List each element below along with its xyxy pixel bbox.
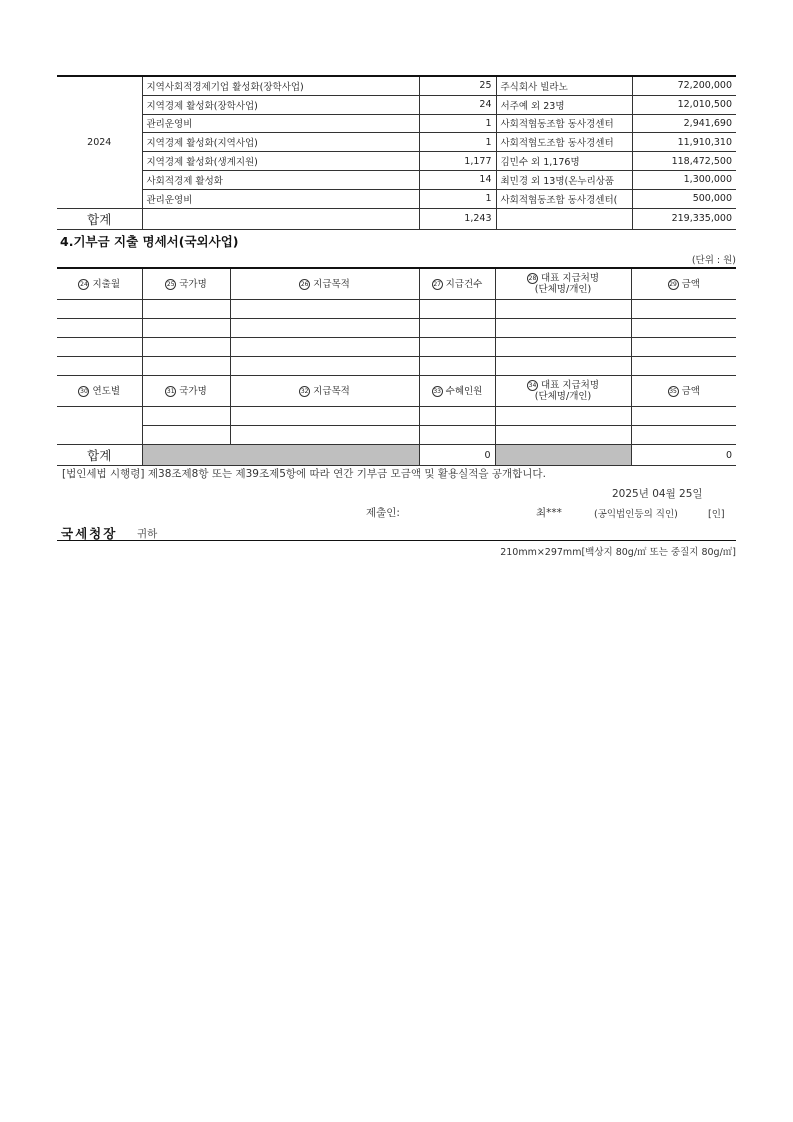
recipient-cell: 주식회사 빌라노 [496, 76, 632, 95]
empty-cell [230, 300, 419, 319]
count-cell: 1 [419, 133, 496, 152]
purpose-cell: 지역경제 활성화(생계지원) [142, 152, 419, 171]
submitter-label: 제출인: [366, 507, 400, 519]
year-cell [57, 407, 142, 445]
circled-number: 25 [166, 280, 175, 288]
empty-cell [495, 319, 631, 338]
recipient-honorific: 귀하 [137, 528, 158, 540]
circled-number: 31 [166, 387, 175, 395]
empty-cell [142, 208, 419, 229]
circled-number: 30 [80, 387, 88, 395]
empty-cell [419, 319, 495, 338]
domestic-donation-table [57, 75, 736, 230]
recipient-cell: 사회적협동조합 동사경센터( [496, 189, 632, 208]
table-row [57, 114, 736, 133]
empty-cell [419, 357, 495, 376]
header-label: 지급목적 [313, 278, 350, 290]
empty-cell [142, 338, 230, 357]
empty-cell [230, 407, 419, 426]
table-row [57, 357, 736, 376]
header-sublabel: (단체명/개인) [534, 284, 592, 295]
header-label: 연도별 [92, 385, 121, 397]
table-row [57, 338, 736, 357]
empty-cell [496, 208, 632, 229]
empty-cell [230, 426, 419, 445]
header-cell [419, 376, 495, 407]
purpose-cell: 지역경제 활성화(지역사업) [142, 133, 419, 152]
paper-spec: 210mm×297mm[백상지 80g/㎡ 또는 중질지 80g/㎡] [500, 547, 736, 558]
count-cell: 1,177 [419, 152, 496, 171]
empty-cell [142, 407, 230, 426]
header-cell [631, 268, 736, 300]
amount-cell: 12,010,500 [632, 95, 736, 114]
count-cell: 25 [419, 76, 496, 95]
header-label: 지출월 [92, 278, 121, 290]
empty-cell [230, 357, 419, 376]
submission-date: 2025년 04월 25일 [612, 488, 703, 500]
purpose-cell: 지역경제 활성화(장학사업) [142, 95, 419, 114]
header-cell [142, 376, 230, 407]
circled-number: 24 [80, 280, 88, 288]
header-cell [419, 268, 495, 300]
header-label: 국가명 [179, 278, 207, 290]
total-amount: 0 [631, 445, 736, 466]
table-row [57, 407, 736, 426]
submitter-role: (공익법인등의 직인) [594, 509, 678, 520]
empty-cell [495, 357, 631, 376]
empty-cell [631, 300, 736, 319]
purpose-cell: 관리운영비 [142, 114, 419, 133]
table-row [57, 170, 736, 189]
amount-cell: 11,910,310 [632, 133, 736, 152]
circled-number: 26 [300, 280, 309, 288]
header-label: 금액 [681, 385, 700, 397]
header-cell [230, 376, 419, 407]
header-label: 수혜인원 [445, 385, 483, 397]
empty-cell [230, 319, 419, 338]
empty-cell [631, 357, 736, 376]
empty-cell [631, 338, 736, 357]
empty-cell [142, 357, 230, 376]
total-amount: 219,335,000 [632, 208, 736, 229]
empty-cell [495, 338, 631, 357]
total-count: 0 [419, 445, 495, 466]
purpose-cell: 지역사회적경제기업 활성화(장학사업) [142, 76, 419, 95]
amount-cell: 2,941,690 [632, 114, 736, 133]
total-row [57, 208, 736, 229]
recipient-cell: 김민수 외 1,176명 [496, 152, 632, 171]
circled-number: 27 [433, 280, 441, 288]
table-row [57, 133, 736, 152]
count-cell: 1 [419, 189, 496, 208]
amount-cell: 500,000 [632, 189, 736, 208]
seal-mark: [인] [708, 509, 725, 520]
count-cell: 14 [419, 170, 496, 189]
empty-cell [419, 300, 495, 319]
circled-number: 32 [300, 387, 309, 395]
header-sublabel: (단체명/개인) [534, 391, 592, 402]
submitter-name: 최*** [536, 507, 562, 519]
header-cell [631, 376, 736, 407]
empty-cell [419, 407, 495, 426]
header-cell [495, 268, 631, 300]
header-label: 국가명 [179, 385, 207, 397]
legal-notice: [법인세법 시행령] 제38조제8항 또는 제39조제5항에 따라 연간 기부금 모금액 및 활용실적을 공개합니다. [62, 468, 546, 480]
header-row [57, 268, 736, 300]
header-label: 금액 [681, 278, 700, 290]
header-label: 대표 지급처명 [540, 380, 600, 391]
empty-cell [495, 407, 631, 426]
unit-label: (단위 : 원) [691, 255, 736, 266]
total-count: 1,243 [419, 208, 496, 229]
purpose-cell: 관리운영비 [142, 189, 419, 208]
empty-cell [57, 319, 142, 338]
empty-cell [631, 426, 736, 445]
header-cell [495, 376, 631, 407]
total-row [57, 445, 736, 466]
empty-cell [495, 426, 631, 445]
shaded-cell [142, 445, 419, 466]
table-row [57, 95, 736, 114]
count-cell: 1 [419, 114, 496, 133]
empty-cell [142, 300, 230, 319]
empty-cell [631, 407, 736, 426]
table-row [57, 319, 736, 338]
circled-number: 34 [528, 382, 537, 389]
header-label: 대표 지급처명 [540, 273, 600, 284]
table-row [57, 189, 736, 208]
header-cell [57, 376, 142, 407]
header-cell [230, 268, 419, 300]
empty-cell [142, 426, 230, 445]
amount-cell: 1,300,000 [632, 170, 736, 189]
empty-cell [57, 357, 142, 376]
recipient-cell: 사회적협동조합 동사경센터 [496, 114, 632, 133]
empty-cell [57, 300, 142, 319]
purpose-cell: 사회적경제 활성화 [142, 170, 419, 189]
header-label: 지급건수 [445, 278, 483, 290]
table-row [57, 426, 736, 445]
empty-cell [230, 338, 419, 357]
recipient-title: 국세청장 [61, 526, 118, 541]
circled-number: 28 [528, 275, 537, 282]
table-row [57, 152, 736, 171]
circled-number: 35 [669, 387, 677, 395]
section-title: 4.기부금 지출 명세서(국외사업) [60, 234, 239, 249]
circled-number: 33 [433, 387, 441, 395]
foreign-donation-table [57, 267, 736, 466]
amount-cell: 72,200,000 [632, 76, 736, 95]
table-row [57, 76, 736, 95]
total-label: 합계 [57, 208, 142, 229]
recipient-cell: 사회적협도조합 동사경센터 [496, 133, 632, 152]
year-cell: 2024 [57, 76, 142, 208]
empty-cell [57, 338, 142, 357]
divider [57, 540, 736, 541]
empty-cell [142, 319, 230, 338]
recipient-cell: 서주예 외 23명 [496, 95, 632, 114]
empty-cell [495, 300, 631, 319]
empty-cell [419, 426, 495, 445]
table-row [57, 300, 736, 319]
circled-number: 29 [669, 280, 677, 288]
amount-cell: 118,472,500 [632, 152, 736, 171]
header-cell [142, 268, 230, 300]
recipient-cell: 최민경 외 13명(온누리상품 [496, 170, 632, 189]
shaded-cell [495, 445, 631, 466]
empty-cell [631, 319, 736, 338]
empty-cell [419, 338, 495, 357]
header-label: 지급목적 [313, 385, 350, 397]
total-label: 합계 [57, 445, 142, 466]
count-cell: 24 [419, 95, 496, 114]
header-cell [57, 268, 142, 300]
header-row [57, 376, 736, 407]
